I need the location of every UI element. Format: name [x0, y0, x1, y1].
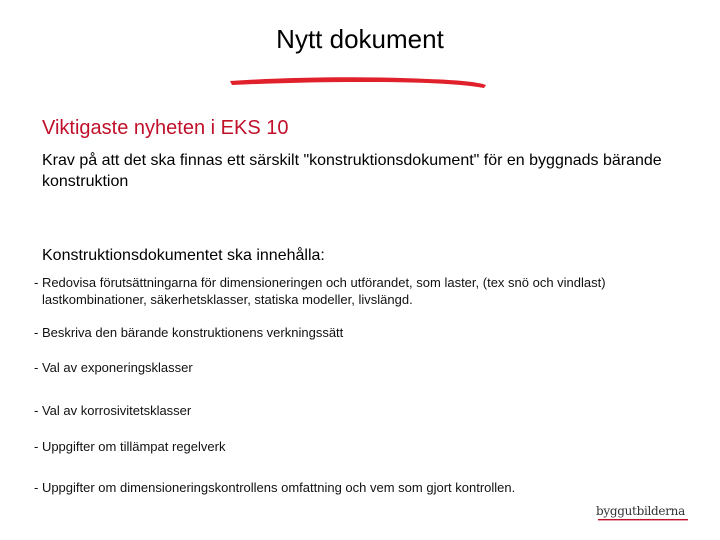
red-brush-underline [228, 72, 490, 94]
list-heading: Konstruktionsdokumentet ska innehålla: [42, 247, 325, 264]
list-item-text: - Val av korrosivitetsklasser [34, 403, 192, 418]
list-item-text-continued: lastkombinationer, säkerhetsklasser, statiska modeller, livslängd. [42, 292, 413, 307]
list-item-text: - Redovisa förutsättningarna för dimensioneringen och utförandet, som laster, (tex snö och vindlast) [34, 275, 606, 290]
list-item [34, 324, 343, 341]
brush-stroke [230, 77, 486, 88]
list-item-text: - Uppgifter om tillämpat regelverk [34, 439, 226, 454]
company-logo [596, 504, 692, 528]
page-title: Nytt dokument [276, 24, 444, 54]
logo-underline-bar [598, 519, 688, 520]
list-item [34, 479, 515, 496]
list-item [34, 438, 225, 455]
list-item-text: - Uppgifter om dimensioneringskontrollens omfattning och vem som gjort kontrollen. [34, 480, 516, 495]
list-item [34, 359, 193, 376]
list-item [34, 402, 191, 419]
list-item-text: - Beskriva den bärande konstruktionens verkningssätt [34, 325, 344, 340]
logo-underline [598, 519, 688, 522]
lead-paragraph: Krav på att det ska finnas ett särskilt "konstruktionsdokument" för en byggnads bärande konstruktion [42, 152, 662, 190]
list-item-text: - Val av exponeringsklasser [34, 360, 193, 375]
list-item [34, 274, 606, 308]
section-subtitle: Viktigaste nyheten i EKS 10 [42, 117, 289, 139]
logo-wordmark: byggutbilderna [596, 504, 685, 518]
